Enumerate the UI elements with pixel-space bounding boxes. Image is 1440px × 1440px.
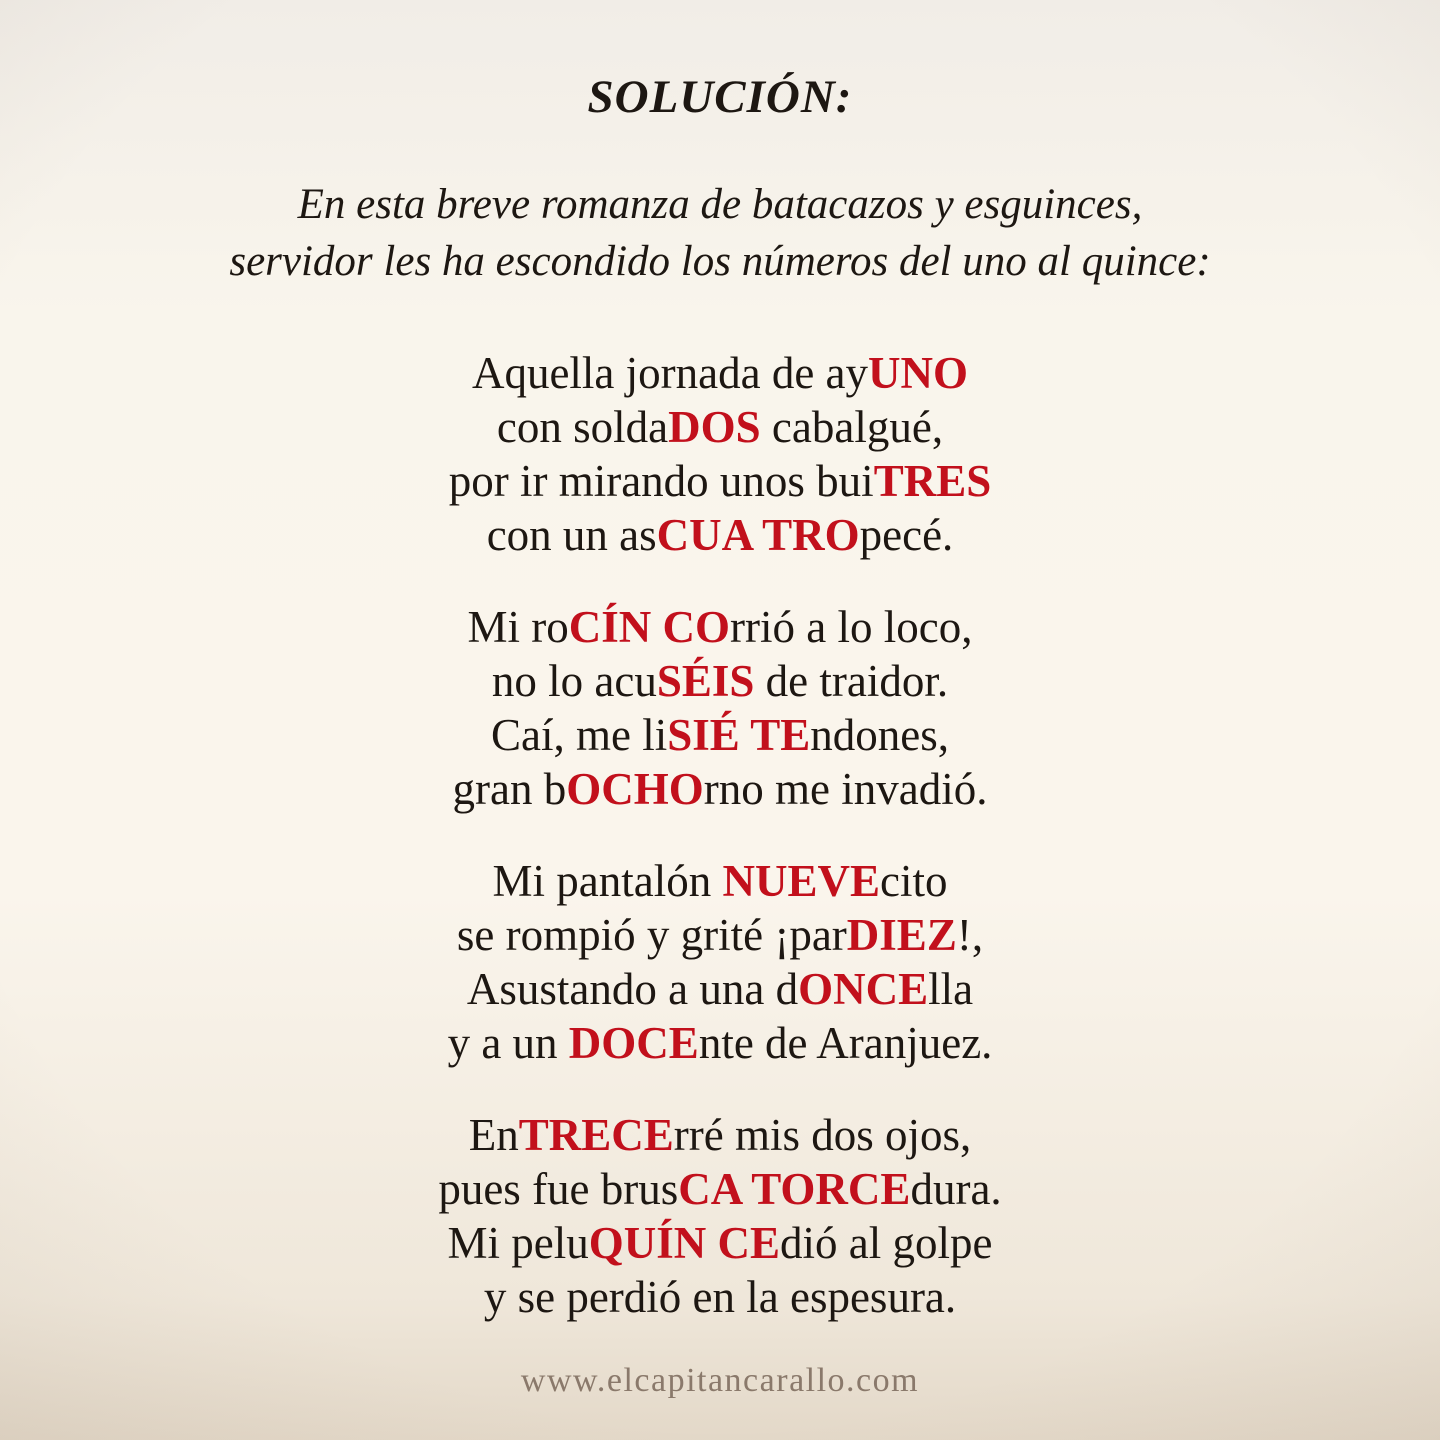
hidden-number-highlight: SÉIS bbox=[656, 656, 755, 706]
hidden-number-highlight: CA TORCE bbox=[678, 1164, 911, 1214]
poem-text: cabalgué, bbox=[760, 402, 944, 452]
poem-line bbox=[0, 346, 1440, 400]
poem-text: Mi ro bbox=[467, 602, 569, 652]
poem-text: !, bbox=[956, 910, 984, 960]
hidden-number-highlight: QUÍN CE bbox=[588, 1218, 781, 1268]
hidden-number-highlight: DIEZ bbox=[846, 910, 957, 960]
poem-line bbox=[0, 1270, 1440, 1324]
poem-line bbox=[0, 508, 1440, 562]
stanza-1 bbox=[0, 346, 1440, 562]
poem-line bbox=[0, 654, 1440, 708]
poem-text: y a un bbox=[447, 1018, 569, 1068]
poem-text: lla bbox=[928, 964, 974, 1014]
hidden-number-highlight: ONCE bbox=[798, 964, 929, 1014]
poem-text: con un as bbox=[486, 510, 657, 560]
poem-text: nte de Aranjuez. bbox=[698, 1018, 993, 1068]
poem bbox=[0, 346, 1440, 1324]
poem-text: Mi pelu bbox=[447, 1218, 589, 1268]
hidden-number-highlight: NUEVE bbox=[722, 856, 880, 906]
poem-line bbox=[0, 454, 1440, 508]
hidden-number-highlight: CÍN CO bbox=[568, 602, 731, 652]
poem-text: cito bbox=[880, 856, 948, 906]
poem-line bbox=[0, 1216, 1440, 1270]
poem-text: dió al golpe bbox=[780, 1218, 993, 1268]
poem-text: rno me invadió. bbox=[703, 764, 988, 814]
hidden-number-highlight: CUA TRO bbox=[656, 510, 860, 560]
poem-text: de traidor. bbox=[754, 656, 949, 706]
poem-line bbox=[0, 1108, 1440, 1162]
poem-text: por ir mirando unos bui bbox=[448, 456, 874, 506]
poem-text: Caí, me li bbox=[490, 710, 668, 760]
poem-text: Mi pantalón bbox=[492, 856, 723, 906]
hidden-number-highlight: DOCE bbox=[568, 1018, 699, 1068]
poem-text: con solda bbox=[496, 402, 669, 452]
poem-line bbox=[0, 908, 1440, 962]
stanza-2 bbox=[0, 600, 1440, 816]
hidden-number-highlight: DOS bbox=[668, 402, 761, 452]
poem-line bbox=[0, 600, 1440, 654]
poem-line bbox=[0, 962, 1440, 1016]
stanza-3 bbox=[0, 854, 1440, 1070]
poem-text: Asustando a una d bbox=[466, 964, 799, 1014]
poem-text: En bbox=[468, 1110, 519, 1160]
poem-line bbox=[0, 400, 1440, 454]
poem-text: dura. bbox=[910, 1164, 1002, 1214]
website-url: www.elcapitancarallo.com bbox=[520, 1362, 920, 1399]
poem-text: pecé. bbox=[859, 510, 954, 560]
stanza-4 bbox=[0, 1108, 1440, 1324]
poem-text: ndones, bbox=[810, 710, 949, 760]
intro-line-1: En esta breve romanza de batacazos y esguinces, bbox=[297, 181, 1143, 228]
poem-text: Aquella jornada de ay bbox=[471, 348, 869, 398]
hidden-number-highlight: UNO bbox=[868, 348, 969, 398]
poem-line bbox=[0, 854, 1440, 908]
intro-text bbox=[0, 176, 1440, 290]
poem-text: rré mis dos ojos, bbox=[673, 1110, 972, 1160]
poem-text: no lo acu bbox=[491, 656, 657, 706]
page-title: SOLUCIÓN: bbox=[587, 71, 853, 123]
poem-line bbox=[0, 762, 1440, 816]
intro-line-2: servidor les ha escondido los números del uno al quince: bbox=[229, 238, 1211, 285]
poem-line bbox=[0, 1162, 1440, 1216]
poem-text: pues fue brus bbox=[438, 1164, 679, 1214]
hidden-number-highlight: TRES bbox=[873, 456, 992, 506]
poem-text: se rompió y grité ¡par bbox=[456, 910, 847, 960]
poem-text: rrió a lo loco, bbox=[730, 602, 973, 652]
poem-text: gran b bbox=[452, 764, 567, 814]
poem-line bbox=[0, 1016, 1440, 1070]
hidden-number-highlight: TRECE bbox=[518, 1110, 674, 1160]
poem-text: y se perdió en la espesura. bbox=[483, 1272, 957, 1322]
poem-line bbox=[0, 708, 1440, 762]
hidden-number-highlight: OCHO bbox=[566, 764, 704, 814]
hidden-number-highlight: SIÉ TE bbox=[667, 710, 811, 760]
